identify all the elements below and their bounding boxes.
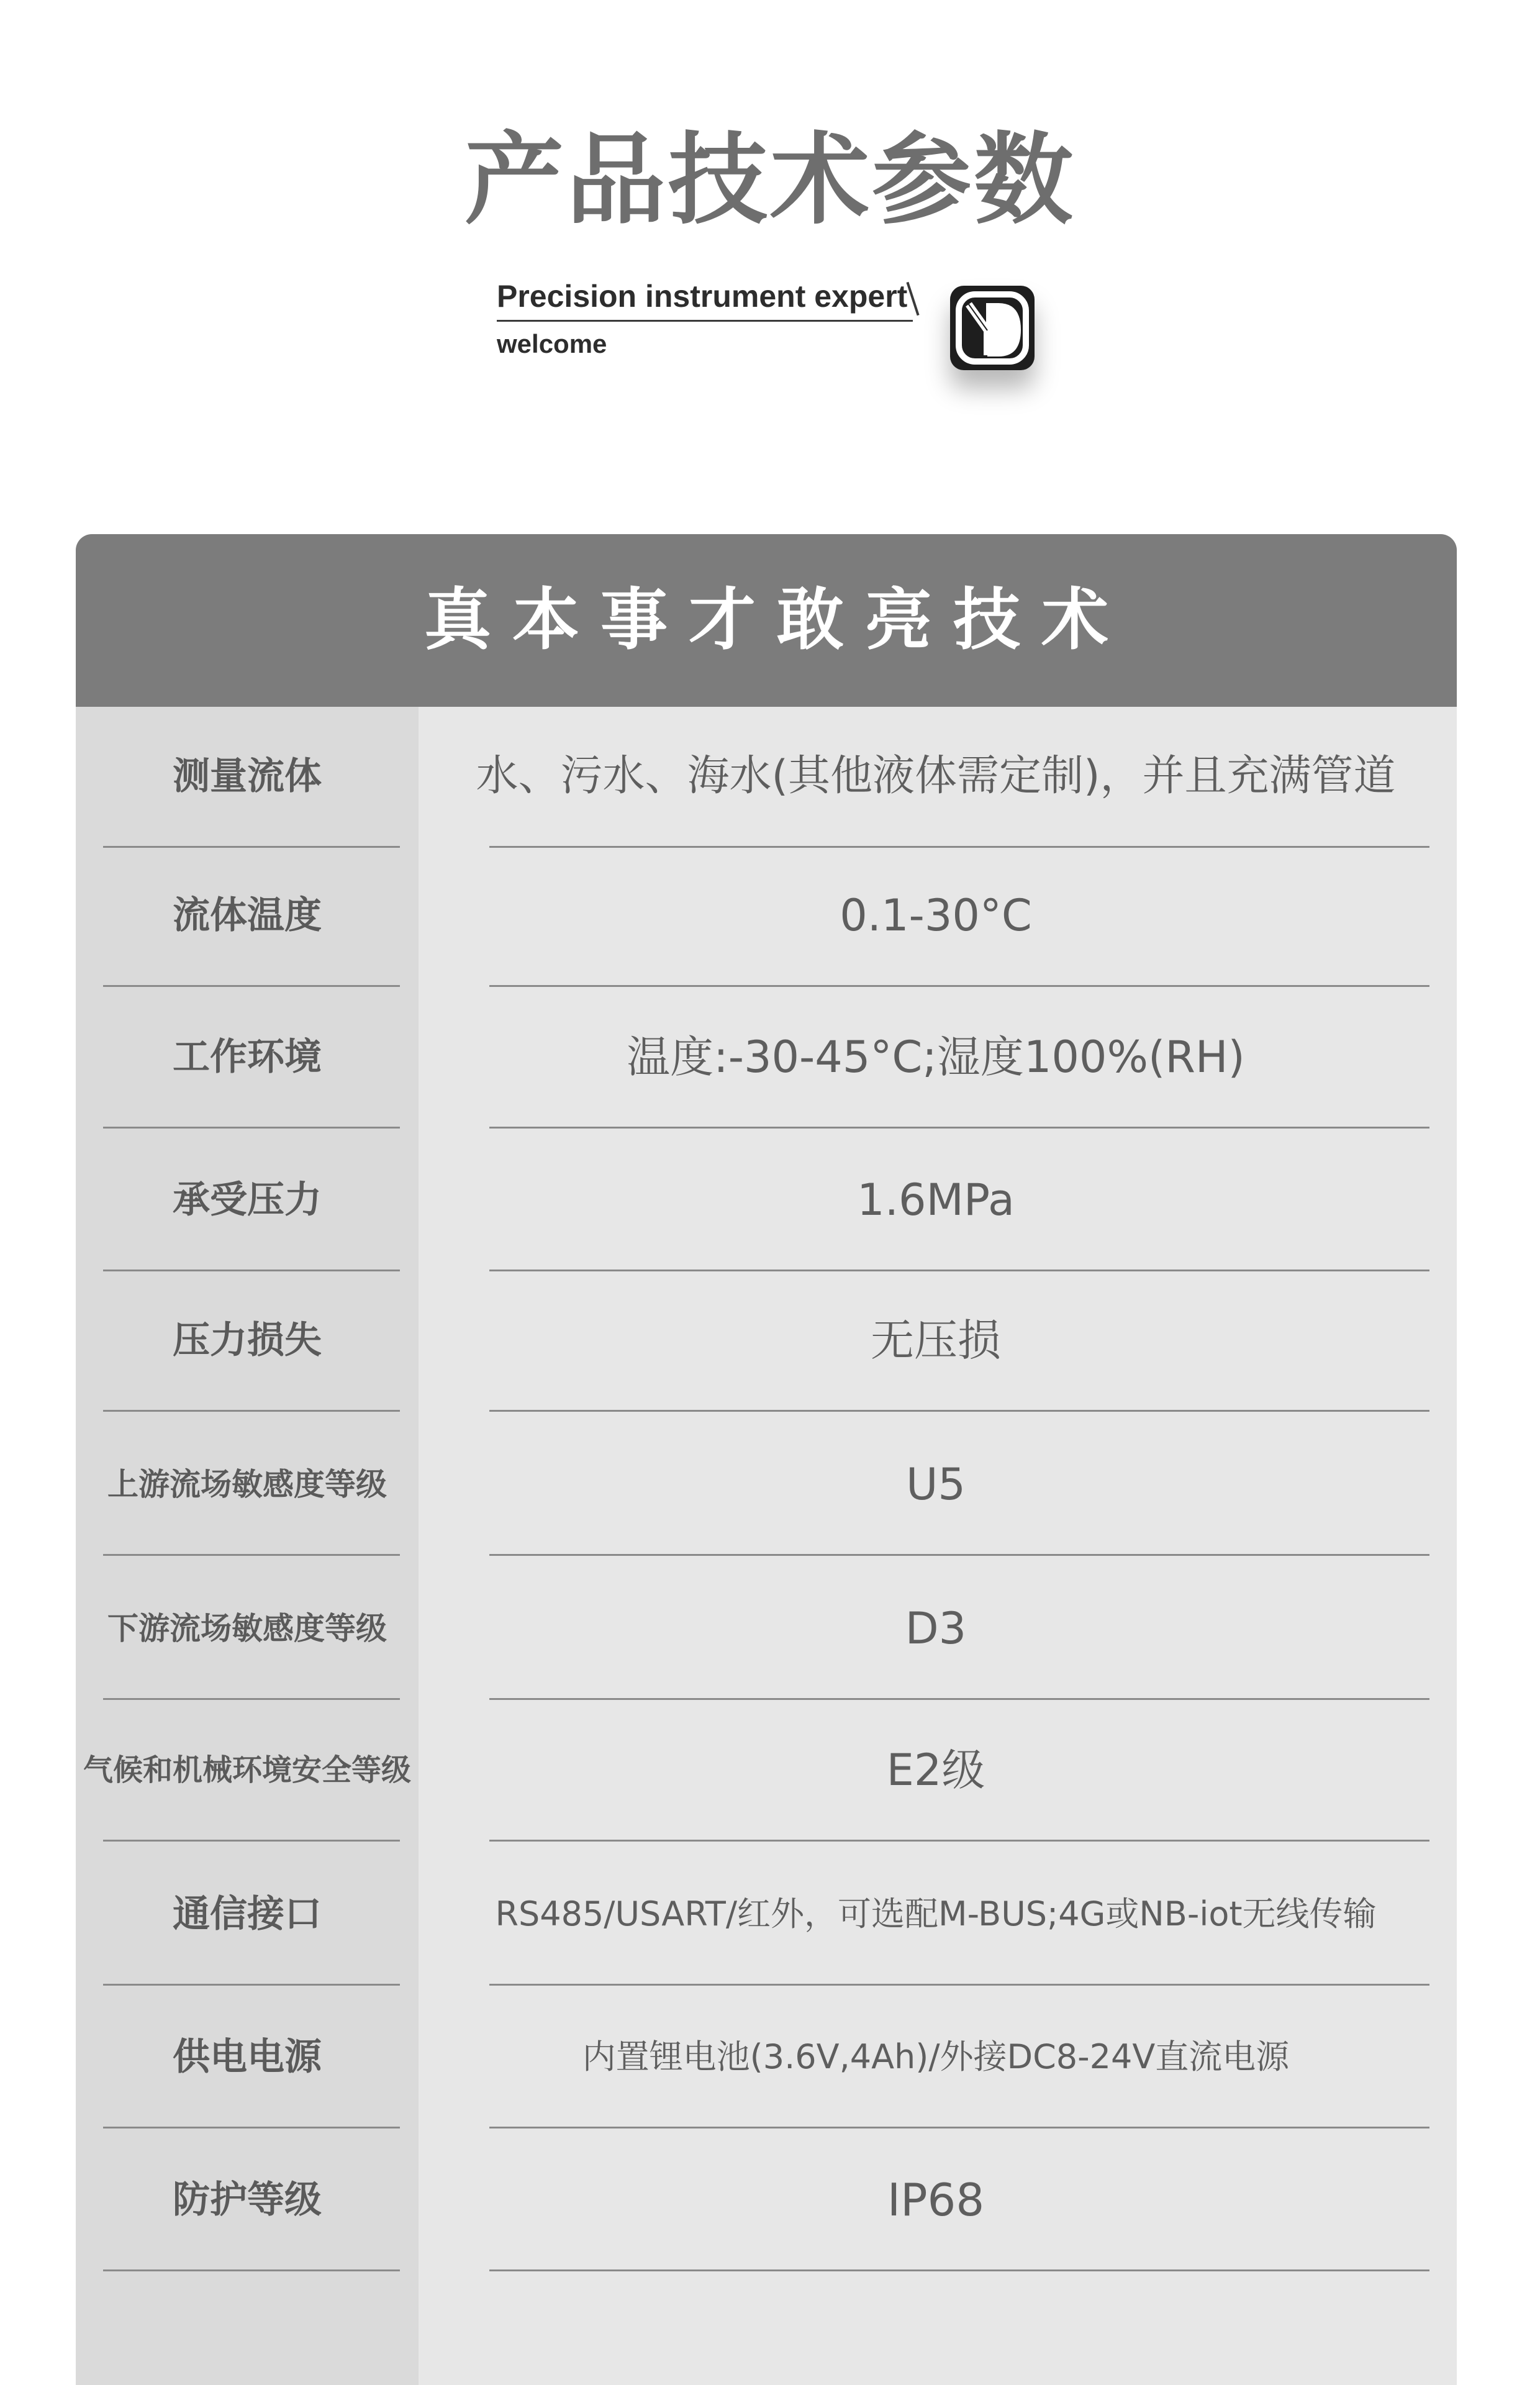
value-divider [489, 1984, 1429, 1986]
label-divider [103, 1410, 400, 1412]
value-divider [489, 2127, 1429, 2128]
label-divider [103, 2127, 400, 2128]
tagline-text: Precision instrument expert [497, 279, 908, 314]
spec-label: 上游流场敏感度等级 [107, 1466, 387, 1502]
spec-value: 0.1-30°C [840, 890, 1032, 941]
spec-value: IP68 [887, 2174, 985, 2226]
spec-label: 压力损失 [173, 1319, 322, 1362]
table-row [76, 2130, 1457, 2274]
table-row [76, 1415, 1457, 1559]
value-divider [489, 1410, 1429, 1412]
spec-label: 测量流体 [173, 755, 322, 798]
spec-label: 通信接口 [173, 1892, 322, 1936]
spec-label: 承受压力 [173, 1178, 322, 1222]
spec-value: 内置锂电池(3.6V,4Ah)/外接DC8-24V直流电源 [582, 2037, 1290, 2076]
table-row [76, 846, 1457, 990]
spec-label: 流体温度 [173, 894, 322, 937]
table-row [76, 707, 1457, 851]
label-divider [103, 1840, 400, 1842]
y-letter-logo-icon [950, 286, 1035, 370]
table-row [76, 1701, 1457, 1845]
spec-label: 防护等级 [173, 2178, 322, 2222]
spec-value: 温度:-30-45°C;湿度100%(RH) [627, 1032, 1245, 1083]
spec-label: 下游流场敏感度等级 [107, 1610, 387, 1647]
value-divider [489, 1127, 1429, 1129]
page-title: 产品技术参数 [464, 122, 1076, 238]
table-row [76, 1845, 1457, 1989]
label-divider [103, 1554, 400, 1556]
spec-value: 1.6MPa [857, 1174, 1015, 1225]
value-divider [489, 1698, 1429, 1700]
label-divider [103, 985, 400, 987]
spec-label: 气候和机械环境安全等级 [83, 1753, 411, 1788]
spec-label: 工作环境 [173, 1035, 322, 1079]
tagline-divider [497, 320, 913, 322]
table-row [76, 1271, 1457, 1415]
welcome-text: welcome [497, 329, 607, 358]
value-divider [489, 2269, 1429, 2271]
spec-value: 水、污水、海水(其他液体需定制)，并且充满管道 [476, 752, 1396, 801]
value-divider [489, 985, 1429, 987]
label-divider [103, 1698, 400, 1700]
spec-value: E2级 [886, 1745, 985, 1796]
spec-value: 无压损 [871, 1315, 1001, 1366]
card-title: 真本事才敢亮技术 [76, 534, 1457, 707]
table-row [76, 1130, 1457, 1274]
label-divider [103, 1984, 400, 1986]
spec-table-card [76, 534, 1457, 2385]
label-divider [103, 2269, 400, 2271]
table-row [76, 1988, 1457, 2132]
spec-value: U5 [906, 1459, 966, 1510]
table-row [76, 988, 1457, 1132]
tagline-block [497, 276, 919, 363]
table-row [76, 1559, 1457, 1703]
value-divider [489, 1840, 1429, 1842]
value-divider [489, 1554, 1429, 1556]
spec-value: D3 [905, 1603, 967, 1654]
label-divider [103, 1127, 400, 1129]
spec-value: RS485/USART/红外，可选配M-BUS;4G或NB-iot无线传输 [495, 1894, 1377, 1933]
spec-label: 供电电源 [173, 2035, 322, 2079]
